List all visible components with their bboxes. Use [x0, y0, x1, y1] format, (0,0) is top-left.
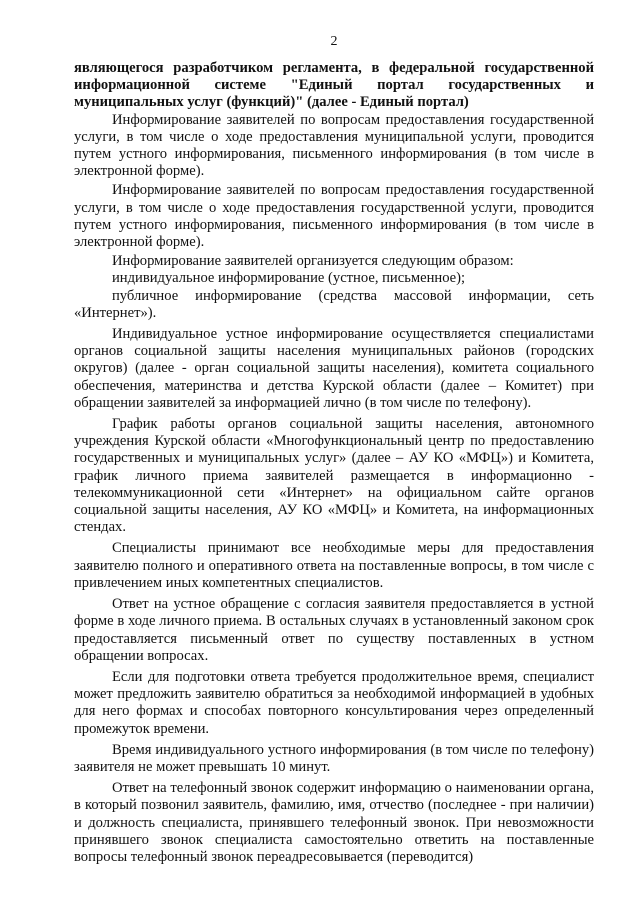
paragraph-specialists: Специалисты принимают все необходимые меры для предоставления заявителю полного и оперативного ответа на поставленные вопросы, в том числе с привлечением иных компетентных специалистов. [74, 540, 594, 591]
paragraph-informing-methods: Информирование заявителей по вопросам предоставления государственной услуги, в том числе о ходе предоставления муниципальной услуги, проводится путем устного информирования, письменного информирования (в том числе в электронной форме). [74, 111, 594, 180]
page-number: 2 [330, 34, 338, 49]
paragraph-informing-methods-repeat: Информирование заявителей по вопросам предоставления государственной услуги, в том числе о ходе предоставления государственной услуги, проводится путем устного информирования, письменного информирования (в том числе в электронной форме). [74, 182, 594, 251]
paragraph-long-preparation: Если для подготовки ответа требуется продолжительное время, специалист может предложить заявителю обратиться за необходимой информацией в удобных для него формах и способах повторного консультирования через определенный промежуток времени. [74, 668, 594, 737]
list-item-public: публичное информирование (средства массовой информации, сеть «Интернет»). [74, 287, 594, 321]
paragraph-work-schedule: График работы органов социальной защиты населения, автономного учреждения Курской области «Многофункциональный центр по предоставлению государственных и муниципальных услуг» (далее – АУ КО «МФЦ») и Комитета, график личного приема заявителей размещается в информационно - телекоммуникационной сети «Интернет» на официальном сайте органов социальной защиты населения, АУ КО «МФЦ» и Комитета, на информационных стендах. [74, 416, 594, 536]
list-item-individual: индивидуальное информирование (устное, письменное); [112, 270, 466, 287]
paragraph-individual-oral: Индивидуальное устное информирование осуществляется специалистами органов социальной защиты населения муниципальных районов (городских округов) (далее - орган социальной защиты населения), комитета социального обеспечения, материнства и детства Курской области (далее – Комитет) при обращении заявителей за информацией лично (в том числе по телефону). [74, 326, 594, 411]
paragraph-oral-reply: Ответ на устное обращение с согласия заявителя предоставляется в устной форме в ходе личного приема. В остальных случаях в установленный законом срок предоставляется письменный ответ по существу поставленных в устном обращении вопросах. [74, 596, 594, 664]
section-heading: являющегося разработчиком регламента, в федеральной государственной информационной системе "Единый портал государственных и муниципальных услуг (функций)" (далее - Единый портал) [74, 60, 594, 111]
paragraph-phone-reply: Ответ на телефонный звонок содержит информацию о наименовании органа, в который позвонил заявитель, фамилию, имя, отчество (последнее - при наличии) и должность специалиста, принявшего телефонный звонок. При невозможности принявшего звонок специалиста самостоятельно ответить на поставленные вопросы телефонный звонок переадресовывается (переводится) [74, 780, 594, 865]
paragraph-time-limit: Время индивидуального устного информирования (в том числе по телефону) заявителя не может превышать 10 минут. [74, 741, 594, 775]
paragraph-organization-intro: Информирование заявителей организуется следующим образом: [112, 253, 514, 270]
